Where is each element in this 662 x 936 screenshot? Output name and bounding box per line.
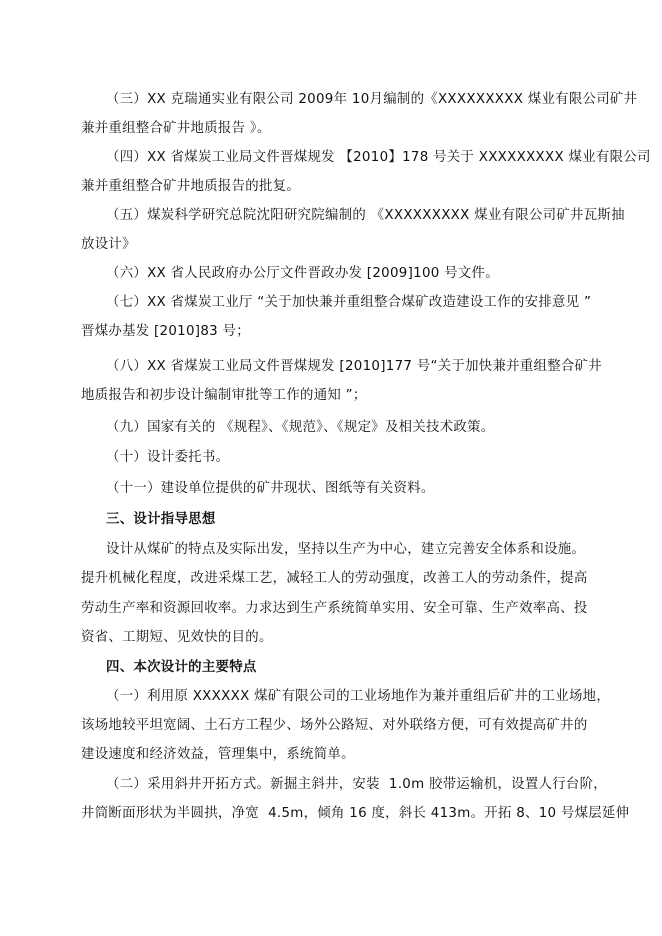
paragraph-line: 资省、工期短、见效快的目的。	[81, 630, 273, 645]
paragraph-line: （十）设计委托书。	[106, 450, 230, 465]
paragraph-line: 兼并重组整合矿井地质报告 》。	[81, 121, 271, 136]
paragraph-line: 兼并重组整合矿井地质报告的批复。	[81, 179, 301, 194]
paragraph-line: （九）国家有关的 《规程》、《规范》、《规定》及相关技术政策。	[106, 420, 495, 435]
paragraph-line: （八）XX 省煤炭工业局文件晋煤规发 [2010]177 号“关于加快兼并重组整合矿井	[106, 359, 602, 374]
paragraph-line: （二）采用斜井开拓方式。新掘主斜井，安装 1.0m 胶带运输机，设置人行台阶，	[106, 777, 607, 792]
paragraph-line: （五）煤炭科学研究总院沈阳研究院编制的 《XXXXXXXXX 煤业有限公司矿井瓦斯抽	[106, 208, 625, 223]
paragraph-line: 井筒断面形状为半圆拱，净宽 4.5m，倾角 16 度，斜长 413m。开拓 8、10 号煤层延伸	[81, 806, 630, 821]
paragraph-line: （十一）建设单位提供的矿井现状、图纸等有关资料。	[106, 481, 435, 496]
paragraph-line: 地质报告和初步设计编制审批等工作的通知 ”；	[81, 388, 367, 403]
paragraph-line: （四）XX 省煤炭工业局文件晋煤规发 【2010】178 号关于 XXXXXXXXX 煤业有限公司	[106, 150, 651, 165]
paragraph-line: （七）XX 省煤炭工业厅 “关于加快兼并重组整合煤矿改造建设工作的安排意见 ”	[106, 295, 592, 310]
paragraph-line: 劳动生产率和资源回收率。力求达到生产系统简单实用、安全可靠、生产效率高、投	[81, 601, 588, 616]
paragraph-line: 晋煤办基发 [2010]83 号；	[81, 324, 250, 339]
paragraph-line: 建设速度和经济效益，管理集中，系统简单。	[81, 747, 355, 762]
paragraph-line: （三）XX 克瑞通实业有限公司 2009年 10月编制的《XXXXXXXXX 煤业有限公司矿井	[106, 92, 638, 107]
paragraph-line: （六）XX 省人民政府办公厅文件晋政办发 [2009]100 号文件。	[106, 266, 499, 281]
paragraph-line: 该场地较平坦宽阔、土石方工程少、场外公路短、对外联络方便，可有效提高矿井的	[81, 718, 588, 733]
section-heading: 四、本次设计的主要特点	[106, 660, 257, 675]
paragraph-line: 设计从煤矿的特点及实际出发，坚持以生产为中心，建立完善安全体系和设施。	[106, 542, 586, 557]
paragraph-line: 提升机械化程度，改进采煤工艺，减轻工人的劳动强度，改善工人的劳动条件，提高	[81, 571, 588, 586]
paragraph-line: 放设计》	[81, 237, 136, 252]
paragraph-line: （一）利用原 XXXXXX 煤矿有限公司的工业场地作为兼并重组后矿井的工业场地，	[106, 689, 611, 704]
section-heading: 三、设计指导思想	[106, 512, 216, 527]
